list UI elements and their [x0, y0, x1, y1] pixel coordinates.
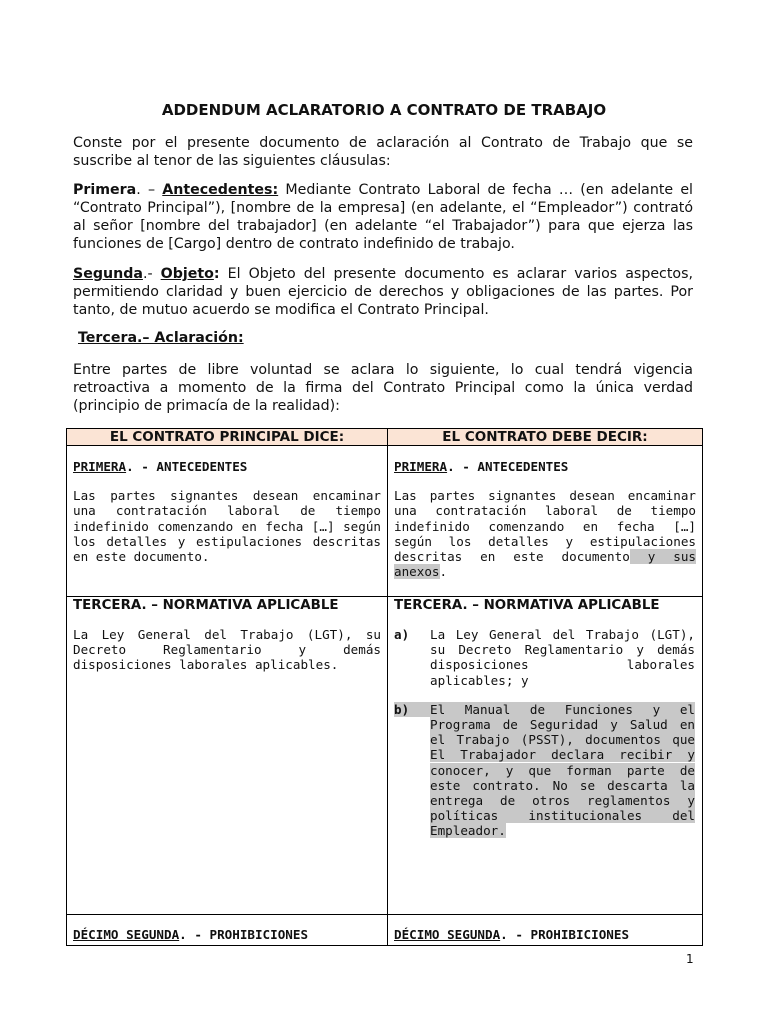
tercera-text: Entre partes de libre voluntad se aclara lo siguiente, lo cual tendrá vigencia retroactiva a momento de la firma del Contrato Principal como la única verdad (principio de primacía de la realidad): — [73, 362, 693, 414]
item-b-text: El Manual de Funciones y el Programa de Seguridad y Salud en el Trabajo (PSST), documentos que El Trabajador declara recibir y conocer, y que forman parte de este contrato. No se descarta la entrega de otros reglamentos y políticas institucionales del Empleador. — [430, 701, 695, 839]
table-row — [67, 446, 703, 597]
row3-left-heading — [73, 927, 381, 942]
row1-left-heading-label: PRIMERA — [73, 459, 127, 474]
row1-right-body-text: Las partes signantes desean encaminar una contratación laboral de tiempo indefinido comenzando en fecha […] según los detalles y estipulaciones descritas en este documento — [394, 488, 696, 565]
item-a-text: La Ley General del Trabajo (LGT), su Decreto Reglamentario y demás disposiciones laborales aplicables; y — [430, 627, 695, 688]
row3-right-heading-label: DÉCIMO SEGUNDA — [394, 927, 501, 942]
segunda-label: Segunda — [73, 266, 143, 282]
list-item — [394, 627, 695, 688]
row1-right-cell — [388, 446, 703, 597]
tercera-heading: Tercera.– Aclaración: — [78, 330, 244, 346]
table-row — [67, 597, 703, 915]
row1-right-heading — [394, 459, 696, 474]
row3-left-heading-rest: . - PROHIBICIONES — [179, 927, 309, 942]
column-header-left: EL CONTRATO PRINCIPAL DICE: — [67, 429, 388, 446]
primera-heading: Antecedentes: — [162, 182, 279, 198]
list-item — [394, 702, 695, 839]
row3-right-cell — [388, 915, 703, 946]
table-row — [67, 915, 703, 946]
clause-primera — [73, 181, 693, 253]
row1-left-body: Las partes signantes desean encaminar una contratación laboral de tiempo indefinido comenzando en fecha […] según los detalles y estipulaciones descritas en este documento. — [73, 488, 381, 565]
row1-right-heading-label: PRIMERA — [394, 459, 448, 474]
row2-right-cell — [388, 597, 703, 915]
row1-left-heading-rest: . - ANTECEDENTES — [126, 459, 248, 474]
column-header-right: EL CONTRATO DEBE DECIR: — [388, 429, 703, 446]
row3-left-heading-label: DÉCIMO SEGUNDA — [73, 927, 180, 942]
segunda-sep: .- — [142, 266, 161, 282]
clause-segunda — [73, 265, 693, 319]
row1-left-heading — [73, 459, 381, 474]
tercera-paragraph — [73, 361, 693, 415]
row1-right-heading-rest: . - ANTECEDENTES — [447, 459, 569, 474]
row2-left-body: La Ley General del Trabajo (LGT), su Decreto Reglamentario y demás disposiciones laborales aplicables. — [73, 627, 381, 673]
intro-paragraph — [73, 134, 693, 170]
intro-text: Conste por el presente documento de aclaración al Contrato de Trabajo que se suscribe al tenor de las siguientes cláusulas: — [73, 135, 693, 169]
comparison-table — [66, 428, 703, 946]
primera-sep: . – — [136, 182, 163, 198]
row1-right-body — [394, 488, 696, 579]
row1-right-body-highlight: y sus anexos — [394, 549, 697, 580]
row1-left-cell — [67, 446, 388, 597]
row3-right-heading — [394, 927, 696, 942]
row2-right-heading: TERCERA. – NORMATIVA APLICABLE — [394, 598, 660, 613]
segunda-heading: Objeto — [160, 266, 214, 282]
row1-right-body-end: . — [439, 564, 448, 580]
segunda-colon: : — [213, 266, 220, 282]
row3-right-heading-rest: . - PROHIBICIONES — [500, 927, 630, 942]
row2-left-cell — [67, 597, 388, 915]
row2-left-heading: TERCERA. – NORMATIVA APLICABLE — [73, 598, 339, 613]
row3-left-cell — [67, 915, 388, 946]
primera-text: Mediante Contrato Laboral de fecha … (en adelante el “Contrato Principal”), [nombre de la empresa] (en adelante, el “Empleador”) contrató al señor [nombre del trabajador] (en adelante “el Trabajador”) para que ejerza las funciones de [Cargo] dentro de contrato indefinido de trabajo. — [73, 182, 693, 252]
segunda-text: El Objeto del presente documento es aclarar varios aspectos, permitiendo claridad y buen ejercicio de derechos y obligaciones de las partes. Por tanto, de mutuo acuerdo se modifica el Contrato Principal. — [73, 266, 694, 318]
primera-label: Primera — [73, 182, 137, 198]
page-number: 1 — [686, 952, 694, 966]
document-title: ADDENDUM ACLARATORIO A CONTRATO DE TRABAJO — [161, 101, 607, 119]
item-a-label: a) — [394, 627, 410, 642]
table-header-row — [67, 429, 703, 446]
item-b-label: b) — [394, 702, 437, 717]
